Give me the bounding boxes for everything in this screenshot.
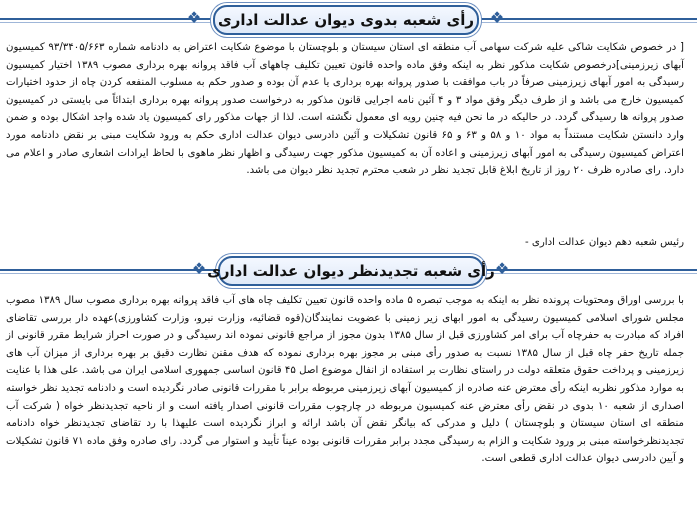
- section1-signature: رئیس شعبه دهم دیوان عدالت اداری -: [524, 237, 684, 248]
- section2-header: [0, 255, 697, 285]
- section2-title: رأی شعبه تجدیدنظر دیوان عدالت اداری: [207, 262, 495, 280]
- section2-title-box: [207, 256, 495, 286]
- section1-text: [ در خصوص شکایت شاکی علیه شرکت سهامی آب منطقه ای استان سیستان و بلوچستان با موضوع شکایت اعتراض به دادنامه شماره ۹۳/۳۴۰۵/۶۶۳ کمیسیون آبهای زیرزمینی]درخصوص شکایت مذکور نظر به اینکه وفق ماده واحده قانون تعیین تکلیف چاههای آب فاقد پروانه بهره برداری مصوب ۱۳۸۹ اختیار کمیسیون رسیدگی به امور آبهای زیرزمینی صرفاً در باب موافقت با صدور پروانه بهره برداری یا عدم آن بوده و صدور حکم به مسلوب المنفعه کردن چاه از حدود اختیارات کمیسیون خارج می باشد و از طرف دیگر وفق مواد ۳ و ۴ آئین نامه اجرایی قانون مذکور به درخواست صدور پروانه بهره برداری ابتدائاً می بایستی در کمیسیون صدور پروانه ها رسیدگی گردد. در حالیکه در ما نحن فیه چنین رویه ای معمول نگشته است. لذا از جهات مذکور رای کمیسیون یاد شده واجد اشکال بوده و ضمن وارد دانستن شکایت مستنداً به مواد ۱۰ و ۵۸ و ۶۳ و ۶۵ قانون تشکیلات و آئین دادرسی دیوان عدالت اداری حکم به ورود شکایت مبنی بر نقض دادنامه مورد اعتراض کمیسیون رسیدگی به امور آبهای زیرزمینی و اعاده آن به کمیسیون مذکور جهت رسیدگی و اظهار نظر ماهوی با لحاظ ایرادات اشعاری صادر و اعلام می دارد. رای صادره ظرف ۲۰ روز از تاریخ ابلاغ قابل تجدید نظر در شعب محترم تجدید نظر دیوان می باشد.: [6, 42, 684, 177]
- section1-body: [6, 39, 684, 180]
- ornament-left-icon: ❖: [191, 259, 207, 278]
- section1-header: [0, 4, 697, 34]
- section2-body: [6, 292, 684, 468]
- section2-text: با بررسی اوراق ومحتویات پرونده نظر به اینکه به موجب تبصره ۵ ماده واحده قانون تعیین تکلیف چاه های آب فاقد پروانه بهره برداری مصوب سال ۱۳۸۹ مصوب مجلس شورای اسلامی کمیسیون رسیدگی به امور ابهای زیر زمینی با عضویت نمایندگان(قوه قضائیه، وزارت نیرو، وزارت کشاورزی)عهده دار بررسی تقاضای افراد که مبادرت به حفرچاه آب برای امر کشاورزی قبل از سال ۱۳۸۵ بدون مجوز از مراجع قانونی نموده اند رسیدگی و در صورت احراز شرایط مقرر قانونی از جمله تاریخ حفر چاه قبل از سال ۱۳۸۵ نسبت به صدور رأی مبنی بر مجوز بهره برداری نموده که هدف مقنن نظارت دقیق بر بهره برداری از میزان آب های زیرزمینی و پرداخت حقوق متعلقه دولت در راستای نظارت بر استفاده از انفال موضوع اصل ۴۵ قانون اساسی جمهوری اسلامی ایران می باشد. علی هذا با عنایت به موارد مذکور نظربه اینکه رأی معترض عنه صادره از کمیسیون آبهای زیرزمینی مربوطه برابر با مقررات قانونی صادر نگردیده است و دادنامه تجدید نظر خواسته اصداری از شعبه ۱۰ بدوی در نقض رأی معترض عنه کمیسیون مربوطه در چارچوب مقررات قانونی اصدار یافته است و از ناحیه تجدیدنظر خواه ( شرکت آب منطقه ای استان سیستان و بلوچستان ) دلیل و مدرکی که بیانگر نقض آن باشد ارائه و ابراز نگردیده است علیهذا با رد تقاضای تجدیدنظر خواه دادنامه تجدیدنظرخواسته مبنی بر ورود شکایت و الزام به رسیدگی مجدد برابر مقررات قانونی بوده عیناً تأیید و استوار می گردد. رای صادره وفق ماده ۷۱ قانون تشکیلات و آیین دادرسی دیوان عدالت اداری قطعی است.: [6, 295, 685, 465]
- section1-title: رأی شعبه بدوی دیوان عدالت اداری: [217, 11, 475, 29]
- section1-title-box: [213, 5, 479, 35]
- ornament-left-icon: ❖: [186, 8, 202, 27]
- ornament-right-icon: ❖: [494, 259, 510, 278]
- ornament-right-icon: ❖: [489, 8, 505, 27]
